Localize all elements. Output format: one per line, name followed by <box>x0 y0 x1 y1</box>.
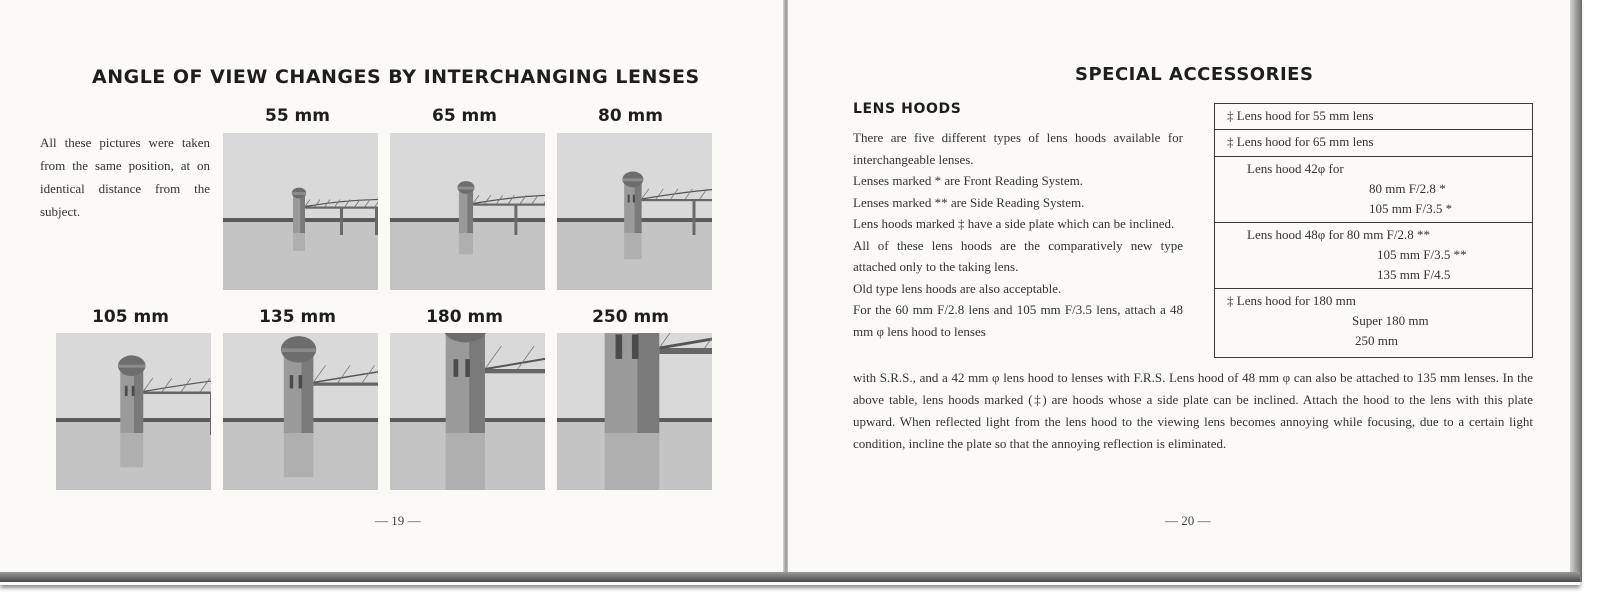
table-row <box>1215 104 1532 130</box>
table-row <box>1215 289 1532 357</box>
column-paragraph: For the 60 mm F/2.8 lens and 105 mm F/3.5 lens, attach a 48 mm φ lens hood to lenses <box>853 302 1183 339</box>
table-cell: ‡ Lens hood for 55 mm lens <box>1227 108 1374 123</box>
left-page-title: ANGLE OF VIEW CHANGES BY INTERCHANGING LENSES <box>92 66 700 88</box>
photo-label-105: 105 mm <box>92 307 169 327</box>
page-number-left: — 19 — <box>375 513 421 528</box>
table-cell: 80 mm F/2.8 * <box>1369 181 1446 196</box>
photo-180mm <box>390 333 545 490</box>
lens-hood-table <box>1214 103 1533 358</box>
table-cell: 105 mm F/3.5 * <box>1369 201 1453 216</box>
table-row <box>1215 130 1532 157</box>
table-row <box>1215 223 1532 289</box>
column-paragraph: Lenses marked ** are Side Reading System. <box>853 194 1085 210</box>
table-cell: 250 mm <box>1355 333 1398 348</box>
page-bottom-shadow <box>0 572 1580 582</box>
table-cell: ‡ Lens hood for 65 mm lens <box>1227 134 1374 149</box>
column-paragraph: There are five different types of lens hoods available for interchangeable lenses. <box>853 130 1183 167</box>
intro-text: All these pictures were taken from the same position, at on identical distance from the subject. <box>40 135 210 219</box>
photo-105mm <box>56 333 211 490</box>
table-cell: 105 mm F/3.5 ** <box>1377 247 1467 262</box>
table-cell: Super 180 mm <box>1352 313 1429 328</box>
lens-hoods-subhead: LENS HOODS <box>853 101 962 117</box>
lens-hoods-wide-text: with S.R.S., and a 42 mm φ lens hood to lenses with F.R.S. Lens hood of 48 mm φ can also be attached to 135 mm lenses. In the above table, lens hoods marked (‡) are hoods whose a side plate can be inclined. Attach the hood to the lens with this plate upward. When reflected light from the lens hood to the viewing lens becomes annoying while focusing, due to a certain light condition, incline the plate so that the annoying reflection is eliminated. <box>853 370 1533 451</box>
table-cell: Lens hood 48φ for 80 mm F/2.8 ** <box>1247 227 1430 242</box>
column-paragraph: Lens hoods marked ‡ have a side plate which can be inclined. <box>853 216 1175 231</box>
table-cell: Lens hood 42φ for <box>1247 161 1344 176</box>
photo-label-180: 180 mm <box>426 307 503 327</box>
page-edge-shadow <box>1570 0 1582 582</box>
photo-label-80: 80 mm <box>597 106 663 126</box>
photo-label-65: 65 mm <box>431 106 497 126</box>
photo-65mm <box>390 133 545 290</box>
page-number-right: — 20 — <box>1165 513 1211 528</box>
column-paragraph: Old type lens hoods are also acceptable. <box>853 280 1062 296</box>
table-cell: ‡ Lens hood for 180 mm <box>1227 293 1356 308</box>
left-page <box>0 0 786 575</box>
table-cell: 135 mm F/4.5 <box>1377 267 1451 282</box>
photo-250mm <box>557 333 712 490</box>
photo-label-135: 135 mm <box>259 307 336 327</box>
photo-55mm <box>223 133 378 290</box>
photo-label-250: 250 mm <box>592 307 669 327</box>
table-row <box>1215 157 1532 223</box>
photo-label-55: 55 mm <box>264 106 330 126</box>
photo-80mm <box>557 133 712 290</box>
column-paragraph: All of these lens hoods are the comparatively new type attached only to the taking lens. <box>853 237 1183 274</box>
photo-135mm <box>223 333 378 490</box>
lens-hoods-column-text <box>853 127 1183 342</box>
column-paragraph: Lenses marked * are Front Reading System. <box>853 173 1083 188</box>
right-page-title: SPECIAL ACCESSORIES <box>1075 64 1314 85</box>
